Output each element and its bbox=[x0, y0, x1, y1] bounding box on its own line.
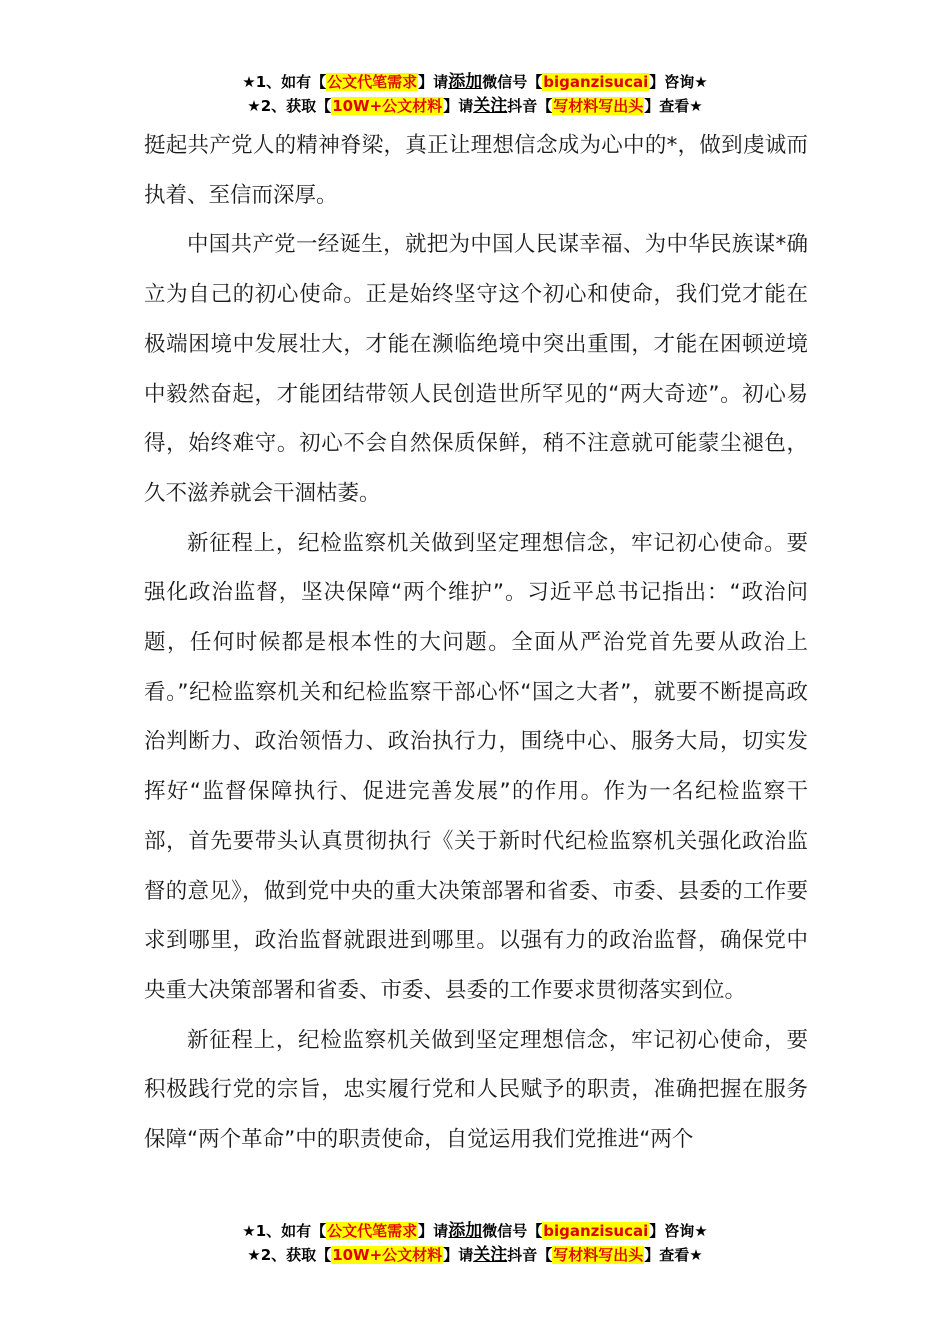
footer-line-2-emphasis: 关注 bbox=[473, 1245, 508, 1265]
header-line-2-emphasis: 关注 bbox=[473, 96, 508, 116]
footer-banner bbox=[0, 1219, 950, 1267]
footer-line-2-mid: 】请 bbox=[443, 1246, 474, 1264]
footer-line-1 bbox=[0, 1219, 950, 1243]
header-line-1-suffix: 】咨询★ bbox=[649, 73, 708, 91]
body-paragraph-1: 挺起共产党人的精神脊梁，真正让理想信念成为心中的*，做到虔诚而执着、至信而深厚。 bbox=[144, 133, 808, 208]
header-line-1-prefix: ★1、如有【 bbox=[242, 73, 327, 91]
body-paragraph-2: 中国共产党一经诞生，就把为中国人民谋幸福、为中华民族谋*确立为自己的初心使命。正是始终坚守这个初心和使命，我们党才能在极端困境中发展壮大，才能在濒临绝境中突出重围，才能在困顿逆境中毅然奋起，才能团结带领人民创造世所罕见的“两大奇迹”。初心易得，始终难守。初心不会自然保质保鲜，稍不注意就可能蒙尘褪色，久不滋养就会干涸枯萎。 bbox=[144, 232, 808, 506]
footer-line-2-mid-2: 抖音【 bbox=[507, 1246, 553, 1264]
header-line-1-highlight-wechat: biganzisucai bbox=[543, 73, 649, 91]
header-line-2-mid-2: 抖音【 bbox=[507, 97, 553, 115]
footer-line-1-prefix: ★1、如有【 bbox=[242, 1222, 327, 1240]
footer-line-2-highlight-douyin: 写材料写出头 bbox=[553, 1246, 644, 1264]
document-body bbox=[144, 121, 808, 1165]
footer-line-2 bbox=[0, 1243, 950, 1267]
footer-line-1-mid: 】请 bbox=[418, 1222, 449, 1240]
header-line-2-highlight-materials: 10W+公文材料 bbox=[332, 97, 443, 115]
header-line-1-emphasis: 添加 bbox=[448, 72, 483, 92]
footer-line-1-highlight-wechat: biganzisucai bbox=[543, 1222, 649, 1240]
footer-line-2-suffix: 】查看★ bbox=[644, 1246, 703, 1264]
footer-line-2-highlight-materials: 10W+公文材料 bbox=[332, 1246, 443, 1264]
body-paragraph-3: 新征程上，纪检监察机关做到坚定理想信念，牢记初心使命。要强化政治监督，坚决保障“两个维护”。习近平总书记指出：“政治问题，任何时候都是根本性的大问题。全面从严治党首先要从政治上看。”纪检监察机关和纪检监察干部心怀“国之大者”，就要不断提高政治判断力、政治领悟力、政治执行力，围绕中心、服务大局，切实发挥好“监督保障执行、促进完善发展”的作用。作为一名纪检监察干部，首先要带头认真贯彻执行《关于新时代纪检监察机关强化政治监督的意见》，做到党中央的重大决策部署和省委、市委、县委的工作要求到哪里，政治监督就跟进到哪里。以强有力的政治监督，确保党中央重大决策部署和省委、市委、县委的工作要求贯彻落实到位。 bbox=[144, 530, 808, 1003]
header-line-2 bbox=[0, 94, 950, 118]
footer-line-2-prefix: ★2、获取【 bbox=[247, 1246, 332, 1264]
footer-line-1-mid-2: 微信号【 bbox=[482, 1222, 543, 1240]
header-line-1-mid: 】请 bbox=[418, 73, 449, 91]
header-line-1-mid-2: 微信号【 bbox=[482, 73, 543, 91]
header-line-2-mid: 】请 bbox=[443, 97, 474, 115]
header-line-2-suffix: 】查看★ bbox=[644, 97, 703, 115]
header-line-1 bbox=[0, 70, 950, 94]
header-line-1-highlight-service: 公文代笔需求 bbox=[327, 73, 418, 91]
footer-line-1-suffix: 】咨询★ bbox=[649, 1222, 708, 1240]
body-paragraph-4: 新征程上，纪检监察机关做到坚定理想信念，牢记初心使命，要积极践行党的宗旨，忠实履行党和人民赋予的职责，准确把握在服务保障“两个革命”中的职责使命，自觉运用我们党推进“两个 bbox=[144, 1027, 808, 1153]
header-line-2-highlight-douyin: 写材料写出头 bbox=[553, 97, 644, 115]
header-banner bbox=[0, 70, 950, 118]
footer-line-1-emphasis: 添加 bbox=[448, 1221, 483, 1241]
header-line-2-prefix: ★2、获取【 bbox=[247, 97, 332, 115]
footer-line-1-highlight-service: 公文代笔需求 bbox=[327, 1222, 418, 1240]
